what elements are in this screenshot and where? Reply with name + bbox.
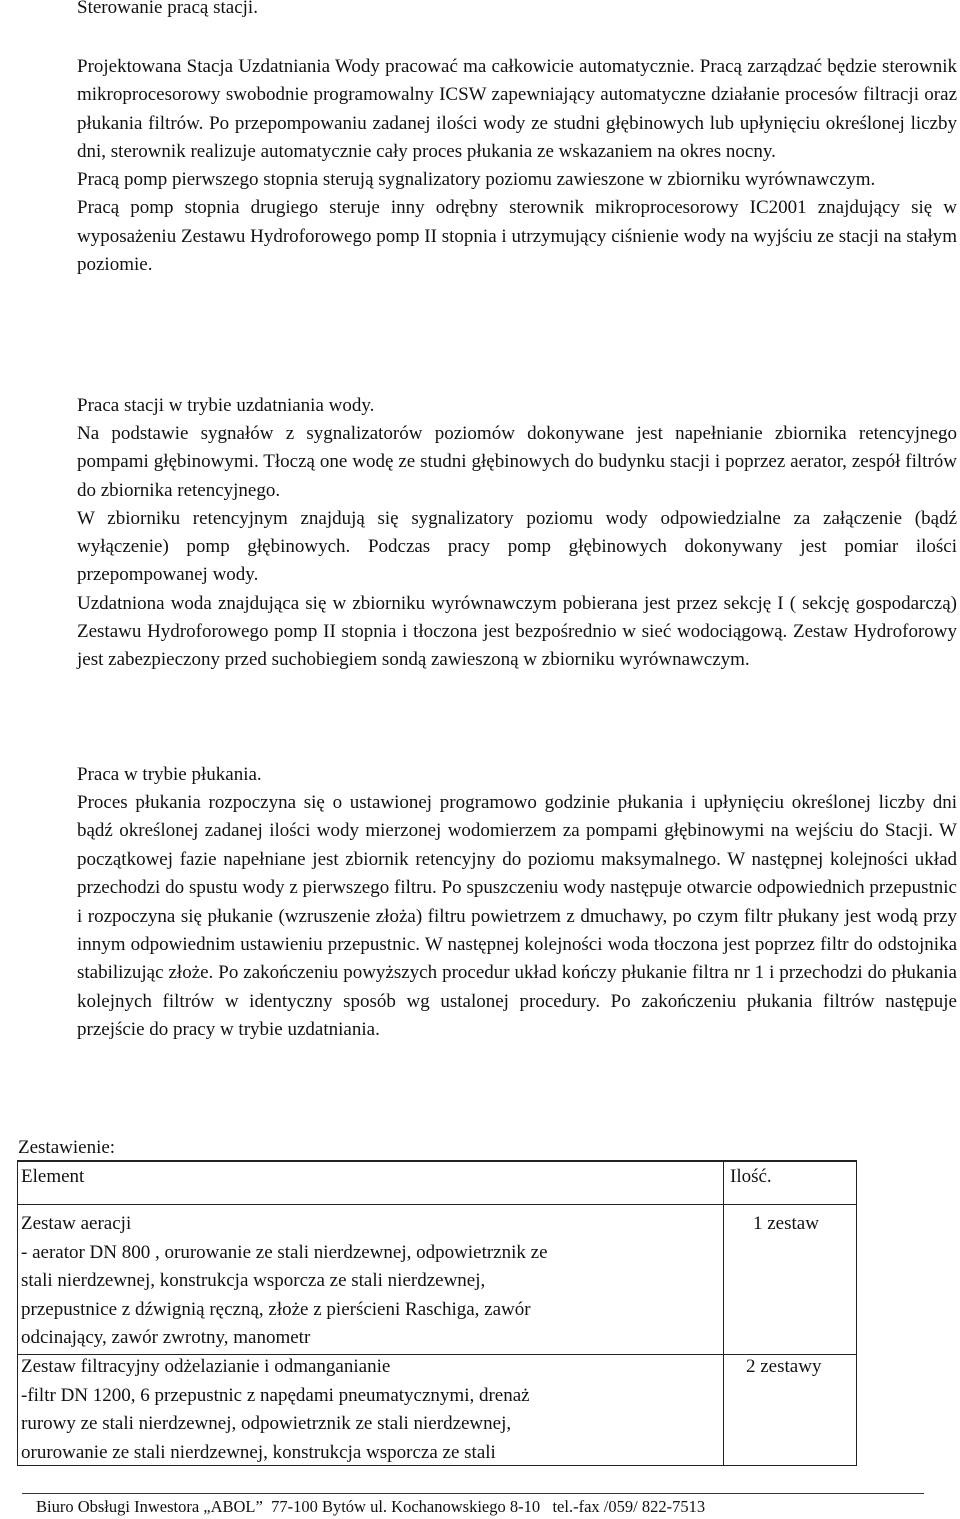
treatment-paragraph-1: Na podstawie sygnałów z sygnalizatorów poziomów dokonywane jest napełnianie zbiornika retencyjnego pompami głębinowymi. Tłoczą one wodę ze studni głębinowych do budynku stacji i poprzez aerator, zespół filtrów do zbiornika retencyjnego. xyxy=(77,423,957,501)
table-row-title: Zestaw aeracji xyxy=(21,1213,132,1234)
flushing-heading: Praca w trybie płukania. xyxy=(77,764,262,785)
table-row-line: stali nierdzewnej, konstrukcja wsporcza ze stali nierdzewnej, xyxy=(21,1270,486,1291)
table-row xyxy=(21,1210,721,1353)
page-footer: Biuro Obsługi Inwestora „ABOL” 77-100 Bytów ul. Kochanowskiego 8-10 tel.-fax /059/ 822-7513 xyxy=(36,1497,706,1516)
section-title xyxy=(77,0,957,22)
table-row-line: - aerator DN 800 , orurowanie ze stali nierdzewnej, odpowietrznik ze xyxy=(21,1241,548,1263)
table-header-quantity: Ilość. xyxy=(730,1166,772,1187)
table-row-line: -filtr DN 1200, 6 przepustnic z napędami pneumatycznymi, drenaż xyxy=(21,1384,530,1406)
table-row-title: Zestaw filtracyjny odżelazianie i odmanganianie xyxy=(21,1356,391,1377)
table-top-border xyxy=(17,1160,857,1162)
treatment-heading: Praca stacji w trybie uzdatniania wody. xyxy=(77,395,375,416)
treatment-paragraph-3: Uzdatniona woda znajdująca się w zbiorniku wyrównawczym pobierana jest przez sekcję I ( sekcję gospodarczą) Zestawu Hydroforowego pomp II stopnia i tłoczona jest bezpośrednio w sieć wodociągową. Zestaw Hydroforowy jest zabezpieczony przed suchobiegiem sondą zawieszoną w zbiorniku wyrównawczym. xyxy=(77,592,957,671)
control-paragraph-2: Pracą pomp pierwszego stopnia sterują sygnalizatory poziomu zawieszone w zbiorniku wyrównawczym. xyxy=(77,169,876,191)
summary-label: Zestawienie: xyxy=(18,1137,116,1158)
footer-divider xyxy=(22,1493,924,1494)
table-header-divider xyxy=(17,1204,857,1205)
table-row-quantity: 2 zestawy xyxy=(746,1356,822,1377)
table-row-line: odcinający, zawór zwrotny, manometr xyxy=(21,1327,311,1348)
table-right-border xyxy=(856,1160,857,1466)
flushing-paragraph-1: Proces płukania rozpoczyna się o ustawionej programowo godzinie płukania i upłynięciu określonej liczby dni bądź określonej zadanej ilości wody mierzonej wodomierzem za pompami głębinowymi na wejściu do Stacji. W początkowej fazie napełniane jest zbiornik retencyjny do poziomu maksymalnego. W następnej kolejności układ przechodzi do spustu wody z pierwszego filtru. Po spuszczeniu wody następuje otwarcie odpowiednich przepustnic i rozpoczyna się płukanie (wzruszenie złoża) filtru powietrzem z dmuchawy, po czym filtr płukany jest wodą przy innym odpowiednim ustawieniu przepustnic. W następnej kolejności woda tłoczona jest poprzez filtr do odstojnika stabilizując złoże. Po zakończeniu powyższych procedur układ kończy płukanie filtra nr 1 i przechodzi do płukania kolejnych filtrów w identyczny sposób wg ustalonej procedury. Po zakończeniu płukania filtrów następuje przejście do pracy w trybie uzdatniania. xyxy=(77,792,957,1041)
control-paragraph-3: Pracą pomp stopnia drugiego steruje inny odrębny sterownik mikroprocesorowy IC2001 znajdujący się w wyposażeniu Zestawu Hydroforowego pomp II stopnia i utrzymujący ciśnienie wody na wyjściu ze stacji na stałym poziomie. xyxy=(77,197,957,276)
table-row xyxy=(21,1353,721,1467)
table-header-element: Element xyxy=(21,1166,85,1187)
section-treatment-mode xyxy=(77,392,957,675)
treatment-paragraph-2: W zbiorniku retencyjnym znajdują się sygnalizatory poziomu wody odpowiedzialne za załączenie (bądź wyłączenie) pomp głębinowych. Podczas pracy pomp głębinowych dokonywany jest pomiar ilości przepompowanej wody. xyxy=(77,507,957,586)
table-left-border xyxy=(17,1160,18,1466)
summary-table xyxy=(17,1160,857,1466)
table-row-line: przepustnice z dźwignią ręczną, złoże z pierścieni Raschiga, zawór xyxy=(21,1298,531,1320)
table-row-line: orurowanie ze stali nierdzewnej, konstrukcja wsporcza ze stali xyxy=(21,1441,496,1463)
table-row-line: rurowy ze stali nierdzewnej, odpowietrznik ze stali nierdzewnej, xyxy=(21,1413,512,1434)
page-title: Sterowanie pracą stacji. xyxy=(77,0,258,18)
section-station-control xyxy=(77,53,957,279)
table-row-quantity: 1 zestaw xyxy=(753,1213,819,1234)
section-flushing-mode xyxy=(77,761,957,1045)
control-paragraph-1: Projektowana Stacja Uzdatniania Wody pracować ma całkowicie automatycznie. Pracą zarządzać będzie sterownik mikroprocesorowy swobodnie programowalny ICSW zapewniający automatyczne działanie procesów filtracji oraz płukania filtrów. Po przepompowaniu zadanej ilości wody ze studni głębinowych lub upłynięciu określonej liczby dni, sterownik realizuje automatycznie cały proces płukania ze wskazaniem na okres nocny. xyxy=(77,56,957,162)
table-column-divider xyxy=(723,1160,724,1466)
